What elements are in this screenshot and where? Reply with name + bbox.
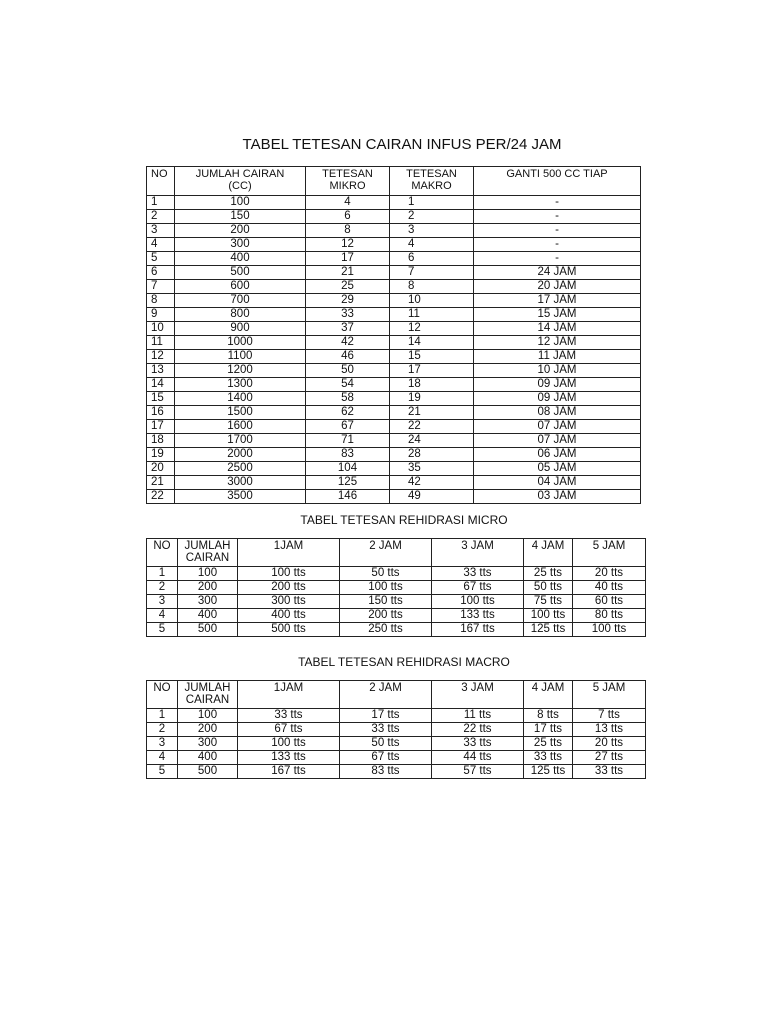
table-row xyxy=(147,448,641,462)
table-cell: 18 xyxy=(390,378,474,392)
table-cell: 22 xyxy=(390,420,474,434)
table-cell: 500 xyxy=(175,266,306,280)
table-cell: 21 xyxy=(306,266,390,280)
table-cell: 200 xyxy=(175,224,306,238)
table-cell: 37 xyxy=(306,322,390,336)
table-cell: 33 tts xyxy=(238,709,340,723)
table-cell: 20 xyxy=(147,462,175,476)
table-row xyxy=(147,434,641,448)
table-cell: 33 tts xyxy=(524,751,573,765)
table-cell: 100 tts xyxy=(573,623,646,637)
table-cell: 08 JAM xyxy=(474,406,641,420)
table-cell: 05 JAM xyxy=(474,462,641,476)
table-cell: 10 JAM xyxy=(474,364,641,378)
table-cell: 1200 xyxy=(175,364,306,378)
table-cell: 500 tts xyxy=(238,623,340,637)
table-cell: - xyxy=(474,210,641,224)
table-cell: 300 xyxy=(178,595,238,609)
header-line: MAKRO xyxy=(411,180,452,192)
table-cell: 100 tts xyxy=(524,609,573,623)
table-cell: 04 JAM xyxy=(474,476,641,490)
table-cell: 14 xyxy=(147,378,175,392)
table-cell: 07 JAM xyxy=(474,434,641,448)
table-cell: 5 xyxy=(147,765,178,779)
table-cell: 3 xyxy=(390,224,474,238)
table-row xyxy=(147,567,646,581)
table-cell: 13 tts xyxy=(573,723,646,737)
table-row xyxy=(147,364,641,378)
table-cell: 67 xyxy=(306,420,390,434)
table-cell: 12 xyxy=(306,238,390,252)
table-cell: 300 xyxy=(178,737,238,751)
table-cell: 133 tts xyxy=(432,609,524,623)
header-tetesan-mikro xyxy=(306,167,390,196)
table-cell: 15 xyxy=(147,392,175,406)
table-cell: 80 tts xyxy=(573,609,646,623)
header-1-jam: 1JAM xyxy=(238,539,340,567)
table-cell: 09 JAM xyxy=(474,392,641,406)
header-tetesan-makro xyxy=(390,167,474,196)
table-cell: 50 xyxy=(306,364,390,378)
table-row xyxy=(147,266,641,280)
table-cell: 8 xyxy=(306,224,390,238)
table-cell: 100 xyxy=(178,567,238,581)
table-cell: 06 JAM xyxy=(474,448,641,462)
header-line: JUMLAH CAIRAN xyxy=(195,168,285,180)
table-row xyxy=(147,623,646,637)
table-cell: 5 xyxy=(147,623,178,637)
table-cell: 5 xyxy=(147,252,175,266)
table-cell: 6 xyxy=(390,252,474,266)
header-line: CAIRAN xyxy=(185,694,230,706)
table-cell: 2 xyxy=(147,581,178,595)
table-row xyxy=(147,723,646,737)
micro-table-body xyxy=(147,567,646,637)
table-cell: 49 xyxy=(390,490,474,504)
table-cell: 1000 xyxy=(175,336,306,350)
header-5-jam: 5 JAM xyxy=(573,539,646,567)
header-jumlah-cairan xyxy=(178,539,238,567)
macro-table-title: TABEL TETESAN REHIDRASI MACRO xyxy=(298,655,510,669)
header-jumlah-cairan xyxy=(175,167,306,196)
table-cell: 17 xyxy=(390,364,474,378)
table-cell: 9 xyxy=(147,308,175,322)
table-cell: 60 tts xyxy=(573,595,646,609)
rehydration-micro-table xyxy=(146,538,646,637)
table-cell: 250 tts xyxy=(340,623,432,637)
table-cell: 35 xyxy=(390,462,474,476)
table-cell: 15 xyxy=(390,350,474,364)
table-cell: 07 JAM xyxy=(474,420,641,434)
table-cell: 42 xyxy=(306,336,390,350)
table-cell: 3 xyxy=(147,224,175,238)
table-cell: - xyxy=(474,238,641,252)
table-row xyxy=(147,420,641,434)
header-line: CAIRAN xyxy=(185,552,230,564)
table-cell: 2000 xyxy=(175,448,306,462)
table-cell: 50 tts xyxy=(340,737,432,751)
table-row xyxy=(147,609,646,623)
table-cell: 25 xyxy=(306,280,390,294)
header-line: MIKRO xyxy=(329,180,366,192)
table-cell: 3 xyxy=(147,737,178,751)
table-cell: 21 xyxy=(147,476,175,490)
table-cell: 22 tts xyxy=(432,723,524,737)
table-cell: 11 xyxy=(390,308,474,322)
table-cell: 57 tts xyxy=(432,765,524,779)
table-cell: 33 tts xyxy=(573,765,646,779)
table-cell: 133 tts xyxy=(238,751,340,765)
header-2-jam: 2 JAM xyxy=(340,681,432,709)
table-cell: 3000 xyxy=(175,476,306,490)
table-cell: 24 xyxy=(390,434,474,448)
table-cell: 1500 xyxy=(175,406,306,420)
micro-table-title: TABEL TETESAN REHIDRASI MICRO xyxy=(300,513,508,527)
table-row xyxy=(147,751,646,765)
table-cell: 600 xyxy=(175,280,306,294)
table-row xyxy=(147,280,641,294)
table-cell: 20 tts xyxy=(573,567,646,581)
table-row xyxy=(147,378,641,392)
table-cell: 09 JAM xyxy=(474,378,641,392)
table-cell: 21 xyxy=(390,406,474,420)
table-row xyxy=(147,737,646,751)
table-cell: 19 xyxy=(147,448,175,462)
table-cell: 10 xyxy=(390,294,474,308)
table-cell: 19 xyxy=(390,392,474,406)
table-row xyxy=(147,336,641,350)
table-cell: 67 tts xyxy=(238,723,340,737)
table-cell: 100 tts xyxy=(238,567,340,581)
table-cell: 50 tts xyxy=(524,581,573,595)
table-cell: 500 xyxy=(178,623,238,637)
table-cell: 300 xyxy=(175,238,306,252)
table-cell: 146 xyxy=(306,490,390,504)
header-4-jam: 4 JAM xyxy=(524,539,573,567)
table-cell: 46 xyxy=(306,350,390,364)
table-row xyxy=(147,709,646,723)
table-cell: - xyxy=(474,224,641,238)
table-cell: 40 tts xyxy=(573,581,646,595)
table-cell: 100 tts xyxy=(340,581,432,595)
table-cell: 3 xyxy=(147,595,178,609)
table-cell: 100 tts xyxy=(432,595,524,609)
table-cell: 27 tts xyxy=(573,751,646,765)
table-cell: 125 tts xyxy=(524,623,573,637)
table-cell: 33 tts xyxy=(432,737,524,751)
table-cell: 1 xyxy=(147,709,178,723)
table-cell: 8 tts xyxy=(524,709,573,723)
header-jumlah-cairan xyxy=(178,681,238,709)
table-cell: 200 tts xyxy=(238,581,340,595)
table-cell: 03 JAM xyxy=(474,490,641,504)
table-cell: 1 xyxy=(147,196,175,210)
table-cell: 4 xyxy=(390,238,474,252)
table-cell: 28 xyxy=(390,448,474,462)
infusion-table-title: TABEL TETESAN CAIRAN INFUS PER/24 JAM xyxy=(242,136,562,153)
table-cell: 1600 xyxy=(175,420,306,434)
rehydration-macro-table xyxy=(146,680,646,779)
table-cell: 900 xyxy=(175,322,306,336)
table-cell: - xyxy=(474,252,641,266)
table-cell: 44 tts xyxy=(432,751,524,765)
table-cell: 167 tts xyxy=(238,765,340,779)
table-row xyxy=(147,581,646,595)
table-cell: 67 tts xyxy=(340,751,432,765)
table-cell: 33 tts xyxy=(432,567,524,581)
header-ganti: GANTI 500 CC TIAP xyxy=(474,167,641,196)
table-cell: 125 xyxy=(306,476,390,490)
table-cell: 300 tts xyxy=(238,595,340,609)
table-cell: 8 xyxy=(147,294,175,308)
table-row xyxy=(147,462,641,476)
table-cell: 6 xyxy=(306,210,390,224)
table-cell: 125 tts xyxy=(524,765,573,779)
table-cell: 1400 xyxy=(175,392,306,406)
table-row xyxy=(147,765,646,779)
table-cell: 1100 xyxy=(175,350,306,364)
table-cell: 4 xyxy=(306,196,390,210)
table-cell: 500 xyxy=(178,765,238,779)
table-cell: 3500 xyxy=(175,490,306,504)
table-cell: 71 xyxy=(306,434,390,448)
header-no: NO xyxy=(147,167,175,196)
table-cell: 20 tts xyxy=(573,737,646,751)
header-line: JUMLAH xyxy=(184,682,231,694)
table-cell: 1700 xyxy=(175,434,306,448)
table-row xyxy=(147,210,641,224)
table-cell: 400 xyxy=(178,751,238,765)
table-cell: 7 xyxy=(390,266,474,280)
table-cell: 83 xyxy=(306,448,390,462)
table-cell: 24 JAM xyxy=(474,266,641,280)
table-cell: 13 xyxy=(147,364,175,378)
table-cell: 62 xyxy=(306,406,390,420)
table-cell: - xyxy=(474,196,641,210)
header-line: JUMLAH xyxy=(184,540,231,552)
table-cell: 14 JAM xyxy=(474,322,641,336)
table-cell: 12 xyxy=(390,322,474,336)
table-cell: 12 xyxy=(147,350,175,364)
table-cell: 2 xyxy=(147,210,175,224)
table-cell: 2 xyxy=(390,210,474,224)
table-cell: 2500 xyxy=(175,462,306,476)
table-cell: 100 xyxy=(178,709,238,723)
table-cell: 17 xyxy=(306,252,390,266)
table-cell: 17 tts xyxy=(524,723,573,737)
table-cell: 12 JAM xyxy=(474,336,641,350)
table-cell: 15 JAM xyxy=(474,308,641,322)
table-cell: 11 tts xyxy=(432,709,524,723)
table-row xyxy=(147,238,641,252)
table-row xyxy=(147,322,641,336)
table-row xyxy=(147,308,641,322)
table-cell: 800 xyxy=(175,308,306,322)
table-row xyxy=(147,490,641,504)
table-cell: 67 tts xyxy=(432,581,524,595)
table-cell: 11 JAM xyxy=(474,350,641,364)
header-3-jam: 3 JAM xyxy=(432,681,524,709)
infusion-table-body xyxy=(147,196,641,504)
table-cell: 200 xyxy=(178,581,238,595)
header-no: NO xyxy=(147,681,178,709)
table-row xyxy=(147,595,646,609)
table-cell: 11 xyxy=(147,336,175,350)
table-cell: 2 xyxy=(147,723,178,737)
table-cell: 104 xyxy=(306,462,390,476)
infusion-drip-table xyxy=(146,166,641,504)
table-cell: 17 xyxy=(147,420,175,434)
table-cell: 54 xyxy=(306,378,390,392)
table-row xyxy=(147,350,641,364)
table-cell: 700 xyxy=(175,294,306,308)
table-header-row xyxy=(147,681,646,709)
macro-table-body xyxy=(147,709,646,779)
table-cell: 22 xyxy=(147,490,175,504)
table-cell: 25 tts xyxy=(524,567,573,581)
table-cell: 4 xyxy=(147,609,178,623)
header-line: TETESAN xyxy=(406,168,457,180)
header-4-jam: 4 JAM xyxy=(524,681,573,709)
table-cell: 400 xyxy=(178,609,238,623)
table-row xyxy=(147,252,641,266)
table-cell: 1 xyxy=(390,196,474,210)
table-row xyxy=(147,476,641,490)
table-cell: 14 xyxy=(390,336,474,350)
table-cell: 42 xyxy=(390,476,474,490)
table-cell: 33 tts xyxy=(340,723,432,737)
table-cell: 200 tts xyxy=(340,609,432,623)
table-header-row xyxy=(147,167,641,196)
table-cell: 10 xyxy=(147,322,175,336)
table-row xyxy=(147,224,641,238)
table-cell: 29 xyxy=(306,294,390,308)
table-cell: 4 xyxy=(147,238,175,252)
table-cell: 83 tts xyxy=(340,765,432,779)
table-row xyxy=(147,294,641,308)
table-header-row xyxy=(147,539,646,567)
table-cell: 100 tts xyxy=(238,737,340,751)
header-line: (CC) xyxy=(228,180,252,192)
table-cell: 17 JAM xyxy=(474,294,641,308)
table-cell: 200 xyxy=(178,723,238,737)
header-no: NO xyxy=(147,539,178,567)
table-cell: 400 tts xyxy=(238,609,340,623)
table-cell: 7 xyxy=(147,280,175,294)
table-cell: 8 xyxy=(390,280,474,294)
table-cell: 17 tts xyxy=(340,709,432,723)
table-row xyxy=(147,196,641,210)
table-cell: 18 xyxy=(147,434,175,448)
table-cell: 167 tts xyxy=(432,623,524,637)
header-3-jam: 3 JAM xyxy=(432,539,524,567)
table-cell: 150 xyxy=(175,210,306,224)
table-cell: 75 tts xyxy=(524,595,573,609)
table-cell: 50 tts xyxy=(340,567,432,581)
table-cell: 100 xyxy=(175,196,306,210)
table-cell: 1300 xyxy=(175,378,306,392)
table-cell: 6 xyxy=(147,266,175,280)
table-cell: 4 xyxy=(147,751,178,765)
table-cell: 400 xyxy=(175,252,306,266)
header-1-jam: 1JAM xyxy=(238,681,340,709)
table-cell: 25 tts xyxy=(524,737,573,751)
table-cell: 7 tts xyxy=(573,709,646,723)
table-cell: 16 xyxy=(147,406,175,420)
table-cell: 1 xyxy=(147,567,178,581)
header-2-jam: 2 JAM xyxy=(340,539,432,567)
table-cell: 20 JAM xyxy=(474,280,641,294)
table-row xyxy=(147,392,641,406)
table-cell: 33 xyxy=(306,308,390,322)
table-cell: 58 xyxy=(306,392,390,406)
table-cell: 150 tts xyxy=(340,595,432,609)
header-5-jam: 5 JAM xyxy=(573,681,646,709)
header-line: TETESAN xyxy=(322,168,373,180)
table-row xyxy=(147,406,641,420)
